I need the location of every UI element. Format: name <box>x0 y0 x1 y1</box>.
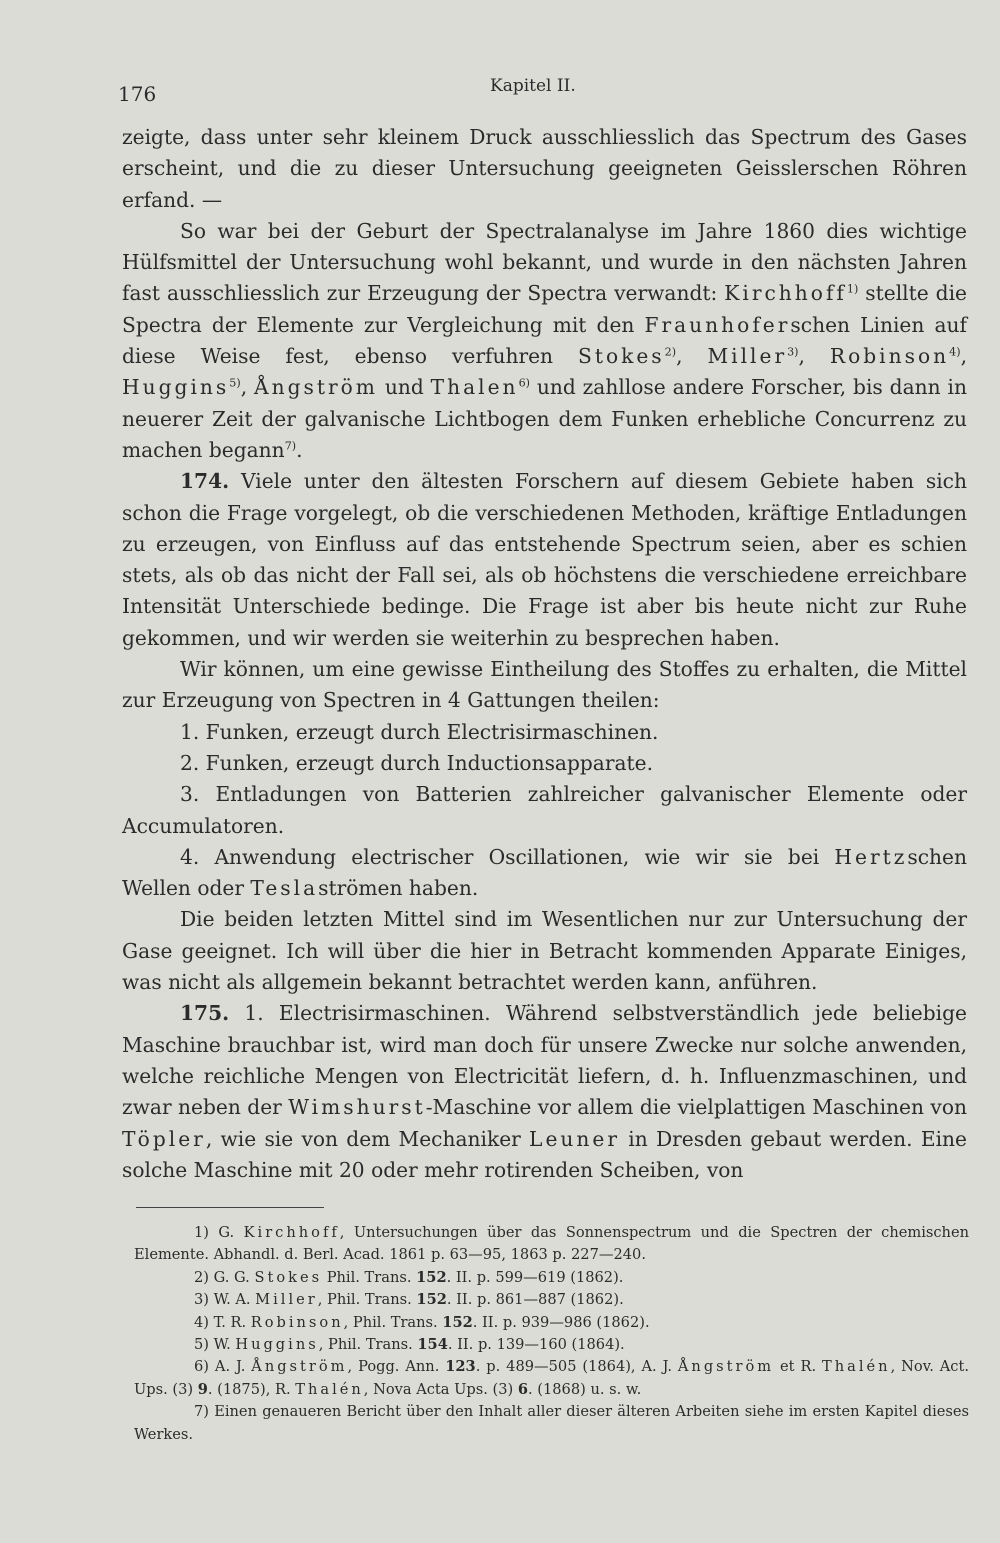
text-run: . (1868) u. s. w. <box>528 1380 642 1398</box>
text-run: Thalén <box>822 1358 891 1376</box>
text-run: , wie sie von dem Mechaniker <box>205 1126 530 1151</box>
paragraph-p7 <box>122 842 967 905</box>
paragraph-p2 <box>122 466 967 654</box>
text-run: Ångström <box>251 1358 348 1376</box>
text-run: Thalén <box>295 1380 364 1398</box>
text-run: Töpler <box>122 1126 206 1151</box>
paragraph-p6 <box>122 779 967 842</box>
text-run: , <box>240 375 254 400</box>
text-run: Robinson <box>829 344 950 369</box>
text-run: Huggins <box>235 1336 319 1354</box>
text-run: Ångström <box>677 1358 775 1376</box>
footnote-ref: 2) <box>664 345 677 359</box>
text-run: 7) Einen genaueren Bericht über den Inhalt aller dieser älteren Arbeiten siehe im ersten Kapitel dieses Werkes. <box>134 1403 969 1443</box>
text-run: Huggins <box>122 375 230 400</box>
text-run: Fraunhofer <box>644 312 791 337</box>
running-title: Kapitel II. <box>490 76 576 96</box>
main-text <box>122 122 967 1186</box>
footnote-fn3 <box>134 1289 969 1311</box>
text-run: stellte die Spectra der Elemente zur Vergleichung mit den <box>122 281 967 337</box>
text-run: 123 <box>445 1358 476 1376</box>
text-run: Tesla <box>250 876 319 901</box>
text-run: Hertz <box>834 844 908 869</box>
footnote-ref: 1) <box>846 282 859 296</box>
text-run: zeigte, dass unter sehr kleinem Druck ausschliesslich das Spectrum des Gases erscheint, und die zu dieser Untersuchung geeigneten Geisslerschen Röhren erfand. — <box>122 125 967 212</box>
text-run: , Nov. Act. Ups. (3) <box>134 1358 969 1398</box>
text-run: 152 <box>416 1291 447 1309</box>
text-run: 4. Anwendung electrischer Oscillationen, wie wir sie bei <box>180 844 835 869</box>
text-run: 2. Funken, erzeugt durch Inductionsapparate. <box>180 750 654 775</box>
text-run: und <box>377 375 431 400</box>
text-run: . II. p. 939—986 (1862). <box>472 1313 650 1331</box>
page-header <box>118 72 968 112</box>
text-run: , <box>798 344 830 369</box>
section-number: 174. <box>180 469 230 494</box>
footnote-fn1 <box>134 1222 969 1267</box>
text-run: Wir können, um eine gewisse Eintheilung des Stoffes zu erhalten, die Mittel zur Erzeugung von Spectren in 4 Gattungen theilen: <box>122 657 967 713</box>
text-run: . II. p. 861—887 (1862). <box>446 1291 624 1309</box>
text-run: Thalen <box>430 375 519 400</box>
text-run: und zahllose andere Forscher, bis dann in neuerer Zeit der galvanische Lichtbogen dem Funken erhebliche Concurrenz zu machen begann <box>122 375 967 462</box>
text-run: Ångström <box>254 375 378 400</box>
text-run: 2) G. G. <box>194 1268 255 1286</box>
text-run: . II. p. 139—160 (1864). <box>447 1336 625 1354</box>
text-run: -Maschine vor allem die vielplattigen Maschinen von <box>425 1095 967 1120</box>
text-run: 6 <box>517 1380 529 1398</box>
footnote-fn7 <box>134 1401 969 1446</box>
text-run: 152 <box>442 1313 473 1331</box>
text-run: Leuner <box>529 1126 620 1151</box>
text-run: , Phil. Trans. <box>318 1336 418 1354</box>
text-run: . <box>296 437 303 462</box>
text-run: Stokes <box>254 1268 323 1286</box>
paragraph-p5 <box>122 748 967 779</box>
text-run: 1. Electrisirmaschinen. Während selbstverständlich jede beliebige Maschine brauchbar ist, wird man doch für unsere Zwecke nur solche anwenden, welche reichliche Mengen von Electricität liefern, d. h. Influenzmaschinen, und zwar neben der <box>122 1001 967 1120</box>
text-run: , Nova Acta Ups. (3) <box>363 1380 518 1398</box>
text-run: 5) W. <box>194 1336 236 1354</box>
paragraph-p1 <box>122 216 967 466</box>
footnote-rule <box>136 1207 324 1208</box>
text-run: et R. <box>774 1358 823 1376</box>
text-run: . (1875), R. <box>207 1380 296 1398</box>
footnote-ref: 7) <box>284 439 297 453</box>
text-run: . II. p. 599—619 (1862). <box>446 1268 624 1286</box>
text-run: 3. Entladungen von Batterien zahlreicher galvanischer Elemente oder Accumulatoren. <box>122 782 967 838</box>
text-run: Kirchhoff <box>243 1224 340 1241</box>
text-run: 4) T. R. <box>194 1313 251 1331</box>
text-run: , Phil. Trans. <box>317 1291 417 1309</box>
text-run: Robinson <box>250 1313 344 1331</box>
text-run: So war bei der Geburt der Spectralanalyse im Jahre 1860 dies wichtige Hülfsmittel der Untersuchung wohl bekannt, und wurde in den nächsten Jahren fast ausschliesslich zur Erzeugung der Spectra verwandt: <box>122 218 967 306</box>
text-run: , Phil. Trans. <box>343 1313 443 1331</box>
text-run: 152 <box>416 1268 447 1286</box>
paragraph-p0 <box>122 122 967 216</box>
footnote-fn6 <box>134 1356 969 1401</box>
text-run: Miller <box>255 1291 318 1309</box>
footnote-ref: 3) <box>787 345 799 359</box>
text-run: Die beiden letzten Mittel sind im Wesentlichen nur zur Untersuchung der Gase geeignet. Ich will über die hier in Betracht kommenden Apparate Einiges, was nicht als allgemein bekannt betrachtet werden kann, anführen. <box>122 907 967 995</box>
footnotes <box>134 1222 969 1446</box>
paragraph-p4 <box>122 717 967 748</box>
text-run: schen Wellen oder <box>122 844 967 901</box>
footnote-fn2 <box>134 1267 969 1289</box>
page-number: 176 <box>118 82 157 106</box>
footnote-ref: 6) <box>518 376 530 390</box>
text-run: , <box>676 344 708 369</box>
text-run: Kirchhoff <box>724 281 847 306</box>
text-run: , Pogg. Ann. <box>347 1358 446 1376</box>
text-run: 6) A. J. <box>194 1358 252 1376</box>
text-run: in Dresden gebaut werden. Eine solche Maschine mit 20 oder mehr rotirenden Scheiben, von <box>122 1126 967 1182</box>
text-run: , <box>960 344 967 369</box>
section-number: 175. <box>180 1001 230 1026</box>
footnote-fn5 <box>134 1334 969 1356</box>
text-run: 1) G. <box>194 1224 244 1241</box>
text-run: Viele unter den ältesten Forschern auf diesem Gebiete haben sich schon die Frage vorgelegt, ob die verschiedenen Methoden, kräftige Entladungen zu erzeugen, von Einfluss auf das entstehende Spectrum seien, aber es schien stets, als ob das nicht der Fall sei, als ob höchstens die verschiedene erreichbare Intensität Unterschiede bedinge. Die Frage ist aber bis heute nicht zur Ruhe gekommen, und wir werden sie weiterhin zu besprechen haben. <box>122 469 967 650</box>
text-run: 1. Funken, erzeugt durch Electrisirmaschinen. <box>180 719 659 744</box>
text-run: Stokes <box>578 344 665 369</box>
paragraph-p8 <box>122 904 967 998</box>
text-run: 9 <box>197 1380 208 1398</box>
text-run: 3) W. A. <box>194 1291 256 1309</box>
text-run: . p. 489—505 (1864), A. J. <box>475 1358 678 1376</box>
footnote-ref: 4) <box>949 345 961 359</box>
text-run: Wimshurst <box>288 1095 426 1120</box>
footnote-fn4 <box>134 1312 969 1334</box>
footnote-ref: 5) <box>229 376 241 390</box>
paragraph-p9 <box>122 998 967 1186</box>
text-run: schen Linien auf diese Weise fest, ebenso verfuhren <box>122 312 967 369</box>
paragraph-p3 <box>122 654 967 717</box>
text-run: strömen haben. <box>318 876 479 901</box>
text-run: Miller <box>707 344 788 369</box>
text-run: Phil. Trans. <box>322 1268 417 1286</box>
text-run: , Untersuchungen über das Sonnenspectrum und die Spectren der chemischen Elemente. Abhandl. d. Berl. Acad. 1861 p. 63—95, 1863 p. 227—240. <box>134 1224 969 1264</box>
text-run: 154 <box>417 1336 448 1354</box>
